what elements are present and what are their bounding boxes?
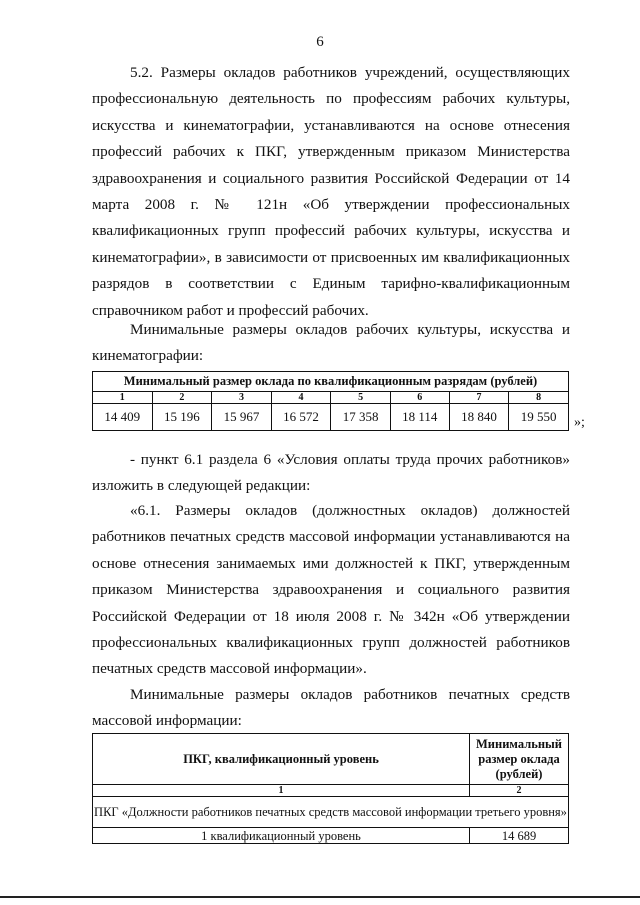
grade-value: 18 840 [449, 404, 509, 431]
grade-value: 14 409 [93, 404, 153, 431]
salary-column-header: Минимальный размер оклада (рублей) [470, 734, 569, 785]
column-number: 1 [93, 785, 470, 797]
grade-value: 17 358 [331, 404, 391, 431]
grade-header: 1 [93, 392, 153, 404]
closing-quote-mark: »; [574, 415, 585, 430]
grade-header: 6 [390, 392, 449, 404]
grade-header: 8 [509, 392, 569, 404]
grade-header: 7 [449, 392, 509, 404]
grade-value: 15 196 [152, 404, 212, 431]
grade-value: 19 550 [509, 404, 569, 431]
grade-value: 16 572 [271, 404, 331, 431]
grade-header: 2 [152, 392, 212, 404]
grade-header: 3 [212, 392, 272, 404]
paragraph-item-6-1: - пункт 6.1 раздела 6 «Условия оплаты труда прочих работников» изложить в следующей редакции: [92, 451, 570, 495]
page-number: 6 [316, 34, 324, 50]
paragraph-min-salaries-culture: Минимальные размеры окладов рабочих культуры, искусства и кинематографии: [92, 321, 570, 365]
grade-header: 5 [331, 392, 391, 404]
qualification-level-value: 14 689 [470, 828, 569, 844]
paragraph-min-salaries-press: Минимальные размеры окладов работников печатных средств массовой информации: [92, 686, 570, 730]
grades-table-title: Минимальный размер оклада по квалификационным разрядам (рублей) [93, 372, 569, 392]
paragraph-6-1-text: «6.1. Размеры окладов (должностных окладов) должностей работников печатных средств массовой информации устанавливаются на основе отнесения занимаемых ими должностей к ПКГ, утвержденным приказом Министерства здравоохранения и социального развития Российской Федерации от 18 июля 2008 г. № 342н «Об утверждении профессиональных квалификационных групп должностей работников печатных средств массовой информации». [92, 502, 570, 678]
bottom-rule [0, 896, 640, 898]
pkg-salary-table [92, 733, 569, 844]
pkg-column-header: ПКГ, квалификационный уровень [93, 734, 470, 785]
qualification-level-label: 1 квалификационный уровень [93, 828, 470, 844]
grades-salary-table [92, 371, 569, 431]
grade-value: 18 114 [390, 404, 449, 431]
grade-value: 15 967 [212, 404, 272, 431]
column-number: 2 [470, 785, 569, 797]
paragraph-5-2: 5.2. Размеры окладов работников учреждений, осуществляющих профессиональную деятельность по профессиям рабочих культуры, искусства и кинематографии, устанавливаются на основе отнесения профессий рабочих к ПКГ, утвержденным приказом Министерства здравоохранения и социального развития Российской Федерации от 14 марта 2008 г. № 121н «Об утверждении профессиональных квалификационных групп профессий рабочих культуры, искусства и кинематографии», в зависимости от присвоенных им квалификационных разрядов в соответствии с Единым тарифно-квалификационным справочником работ и профессий рабочих. [92, 64, 570, 319]
pkg-group-row: ПКГ «Должности работников печатных средств массовой информации третьего уровня» [93, 797, 569, 828]
grade-header: 4 [271, 392, 331, 404]
